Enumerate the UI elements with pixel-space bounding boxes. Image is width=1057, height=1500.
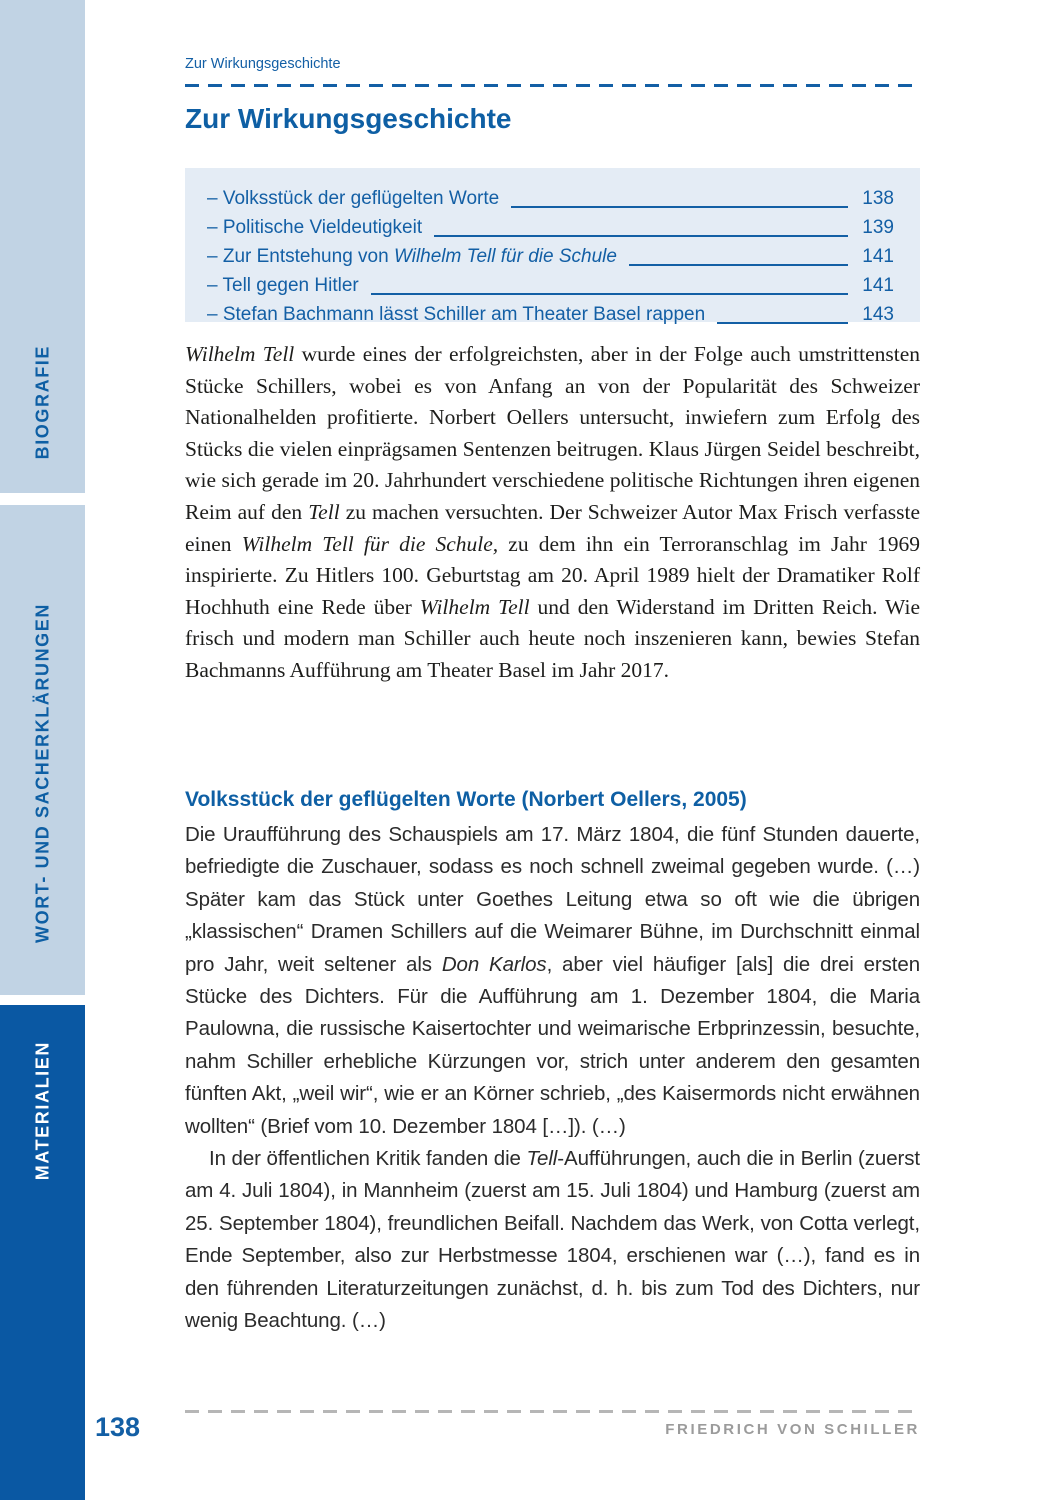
toc-entry-page: 141 [862, 246, 894, 267]
toc-box [185, 168, 920, 325]
toc-entry-page: 143 [862, 304, 894, 325]
running-header: Zur Wirkungsgeschichte [185, 56, 341, 72]
toc-leader-line [511, 206, 848, 208]
quote-paragraph-1: Die Uraufführung des Schauspiels am 17. März 1804, die fünf Stunden dauerte, befriedigte die Zuschauer, sodass es noch schnell zweimal gegeben wurde. (…) Später kam das Stück unter Goethes Leitung etwa so oft wie die übrigen „klassischen“ Dramen Schillers auf die Weimarer Bühne, im Durchschnitt einmal pro Jahr, weit seltener als Don Karlos, aber viel häufiger [als] die drei ersten Stücke des Dichters. Für die Aufführung am 1. Dezember 1804, die Maria Paulowna, die russische Kaisertochter und weimarische Erbprinzessin, besuchte, nahm Schiller erhebliche Kürzungen vor, strich unter anderem den gesamten fünften Akt, „weil wir“, wie er an Körner schrieb, „des Kaisermords nicht erwähnen wollten“ (Brief vom 10. Dezember 1804 […]). (…) [185, 823, 920, 1138]
toc-leader-line [717, 322, 848, 324]
toc-entry[interactable] [207, 300, 894, 329]
toc-entry-label: – Politische Vieldeutigkeit [207, 217, 423, 238]
toc-leader-line [371, 293, 848, 295]
page-number: 138 [95, 1412, 141, 1442]
sidebar-tab-materialien-active[interactable] [0, 1005, 85, 1500]
sidebar-tab-biografie[interactable] [0, 0, 85, 493]
footer-dashed-rule [185, 1410, 920, 1413]
section-volksstueck [185, 788, 920, 1338]
toc-entry[interactable] [207, 271, 894, 300]
sidebar-tab-label: MATERIALIEN [32, 1041, 52, 1181]
toc-entry-page: 138 [862, 188, 894, 209]
intro-paragraph: Wilhelm Tell wurde eines der erfolgreichsten, aber in der Folge auch umstrittensten Stücke Schillers, wobei es von Anfang an von der Popularität des Schweizer Nationalhelden profitierte. Norbert Oellers untersucht, inwiefern zum Erfolg des Stücks die vielen einprägsamen Sentenzen beitrugen. Klaus Jürgen Seidel beschreibt, wie sich gerade im 20. Jahrhundert verschiedene politische Richtungen ihren eigenen Reim auf den Tell zu machen versuchten. Der Schweizer Autor Max Frisch verfasste einen Wilhelm Tell für die Schule, zu dem ihn ein Terroranschlag im Jahr 1969 inspirierte. Zu Hitlers 100. Geburtstag am 20. April 1989 hielt der Dramatiker Rolf Hochhuth eine Rede über Wilhelm Tell und den Widerstand im Dritten Reich. Wie frisch und modern man Schiller auch heute noch inszenieren kann, bewies Stefan Bachmanns Aufführung am Theater Basel im Jahr 2017. [185, 342, 921, 682]
sidebar-tab-label: WORT- UND SACHERKLÄRUNGEN [32, 603, 52, 943]
toc-entry-page: 141 [862, 275, 894, 296]
toc-entry-label: – Zur Entstehung von Wilhelm Tell für die Schule [207, 246, 617, 267]
toc-entry[interactable] [207, 242, 894, 271]
sidebar-tab-label: BIOGRAFIE [32, 344, 52, 459]
header-dashed-rule [185, 84, 920, 87]
toc-leader-line [629, 264, 848, 266]
toc-entry-label: – Volksstück der geflügelten Worte [207, 188, 500, 209]
section-heading: Volksstück der geflügelten Worte (Norbert Oellers, 2005) [185, 788, 747, 811]
toc-entry[interactable] [207, 184, 894, 213]
quote-paragraph-2: In der öffentlichen Kritik fanden die Tell-Aufführungen, auch die in Berlin (zuerst am 4. Juli 1804), in Mannheim (zuerst am 15. Juli 1804) und Hamburg (zuerst am 25. September 1804), freundlichen Beifall. Nachdem das Werk, von Cotta verlegt, Ende September, also zur Herbstmesse 1804, erschienen war (…), fand es in den führenden Literaturzeitungen zunächst, d. h. bis zum Tod des Dichters, nur wenig Beachtung. (…) [185, 1147, 920, 1333]
toc-leader-line [434, 235, 848, 237]
page-title: Zur Wirkungsgeschichte [185, 103, 512, 134]
toc-entry[interactable] [207, 213, 894, 242]
toc-entry-label: – Tell gegen Hitler [207, 275, 359, 296]
toc-entry-page: 139 [862, 217, 894, 238]
toc-entry-label: – Stefan Bachmann lässt Schiller am Theater Basel rappen [207, 304, 706, 325]
footer-book-title: FRIEDRICH VON SCHILLER [665, 1421, 920, 1438]
sidebar-tab-wort-und-sacherklaerungen[interactable] [0, 505, 85, 995]
toc-list [207, 184, 894, 329]
